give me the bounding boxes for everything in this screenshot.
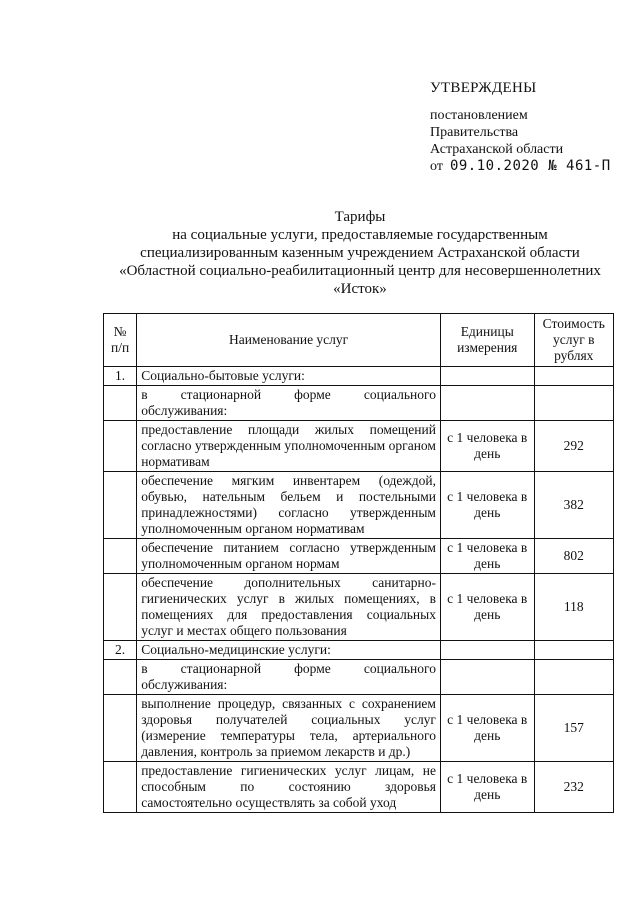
approval-line-2: Правительства — [430, 125, 519, 140]
service-price: 292 — [534, 421, 613, 472]
service-name: предоставление гигиенических услуг лицам, не способным по состоянию здоровья самостоятельно осуществлять за собой уход — [137, 762, 441, 813]
service-unit: с 1 человека в день — [440, 421, 534, 472]
service-unit: с 1 человека в день — [440, 539, 534, 574]
service-price: 157 — [534, 695, 613, 762]
title-line-4: «Областной социально-реабилитационный центр для несовершеннолетних — [119, 263, 601, 279]
service-name: обеспечение дополнительных санитарно-гигиенических услуг в жилых помещениях, в помещениях для предоставления социальных услуг и местах общего пользования — [137, 574, 441, 641]
header-price: Стоимость услуг в рублях — [534, 314, 613, 367]
title-line-2: на социальные услуги, предоставляемые государственным — [172, 227, 548, 243]
service-name: выполнение процедур, связанных с сохранением здоровья получателей социальных услуг (измерение температуры тела, артериального давления, контроль за приемом лекарств и др.) — [137, 695, 441, 762]
header-name: Наименование услуг — [137, 314, 441, 367]
table-row — [104, 574, 614, 641]
service-unit: с 1 человека в день — [440, 762, 534, 813]
table-row — [104, 539, 614, 574]
subsection-row — [104, 386, 614, 421]
table-header-row — [104, 314, 614, 367]
section-num: 2. — [104, 641, 137, 660]
approval-date — [430, 158, 630, 175]
service-unit: с 1 человека в день — [440, 574, 534, 641]
section-row — [104, 367, 614, 386]
title-line-5: «Исток» — [333, 281, 387, 297]
subsection-title: в стационарной форме социального обслуживания: — [137, 660, 441, 695]
subsection-row — [104, 660, 614, 695]
approval-line-3: Астраханской области — [430, 142, 564, 157]
section-title: Социально-бытовые услуги: — [137, 367, 441, 386]
section-num: 1. — [104, 367, 137, 386]
table-row — [104, 472, 614, 539]
service-name: обеспечение питанием согласно утвержденным уполномоченным органом нормам — [137, 539, 441, 574]
service-price: 802 — [534, 539, 613, 574]
service-name: обеспечение мягким инвентарем (одеждой, обувью, нательным бельем и постельными принадлежностями) согласно утвержденным уполномоченным органом нормативам — [137, 472, 441, 539]
service-price: 118 — [534, 574, 613, 641]
document-title — [100, 208, 620, 298]
subsection-title: в стационарной форме социального обслуживания: — [137, 386, 441, 421]
service-price: 382 — [534, 472, 613, 539]
header-num: № п/п — [104, 314, 137, 367]
section-row — [104, 641, 614, 660]
approval-heading: УТВЕРЖДЕНЫ — [430, 80, 537, 96]
approval-date-prefix: от — [430, 159, 443, 174]
table-row — [104, 421, 614, 472]
service-name: предоставление площади жилых помещений согласно утвержденным уполномоченным органом нормативам — [137, 421, 441, 472]
tariff-table — [103, 313, 614, 813]
title-line-3: специализированным казенным учреждением Астраханской области — [140, 245, 580, 261]
approval-block — [430, 80, 630, 175]
service-unit: с 1 человека в день — [440, 472, 534, 539]
service-unit: с 1 человека в день — [440, 695, 534, 762]
service-price: 232 — [534, 762, 613, 813]
section-title: Социально-медицинские услуги: — [137, 641, 441, 660]
approval-line-1: постановлением — [430, 108, 528, 123]
header-unit: Единицы измерения — [440, 314, 534, 367]
table-row — [104, 762, 614, 813]
table-row — [104, 695, 614, 762]
title-line-1: Тарифы — [334, 209, 386, 225]
approval-date-number: 09.10.2020 № 461-П — [449, 158, 611, 174]
